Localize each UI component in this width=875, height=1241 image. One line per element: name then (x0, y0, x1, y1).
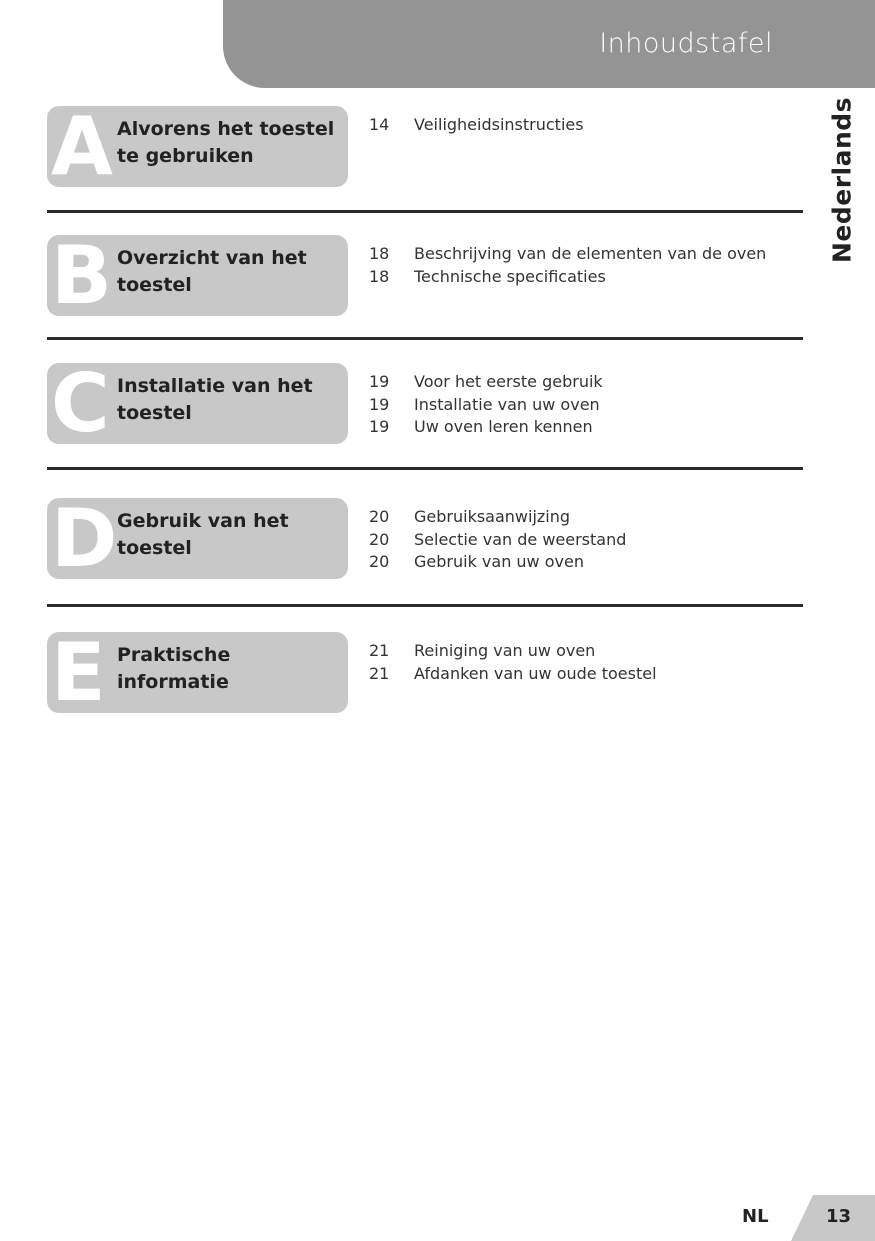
entry-text: Uw oven leren kennen (414, 417, 593, 436)
entry-text: Gebruiksaanwijzing (414, 507, 571, 526)
toc-entry[interactable] (369, 114, 584, 137)
toc-entry[interactable] (369, 394, 603, 417)
page-title: Inhoudstafel (599, 28, 773, 59)
toc-entry[interactable] (369, 506, 626, 529)
section-entries (369, 506, 626, 574)
entry-text: Voor het eerste gebruik (414, 372, 603, 391)
section-entries (369, 114, 584, 137)
entry-page: 18 (369, 266, 390, 286)
entry-page: 19 (369, 372, 390, 391)
section-divider (47, 467, 803, 470)
entry-page: 21 (369, 641, 390, 660)
entry-text: Gebruik van uw oven (414, 552, 584, 571)
toc-entry[interactable] (369, 266, 766, 289)
entry-text: Beschrijving van de elementen van de oven (414, 244, 767, 263)
entry-page: 20 (369, 529, 390, 549)
section-letter: A (51, 106, 113, 187)
toc-entry[interactable] (369, 371, 603, 394)
section-entries (369, 371, 603, 439)
section-box (47, 498, 348, 579)
section-letter: D (51, 498, 118, 579)
section-divider (47, 337, 803, 340)
entry-text: Reiniging van uw oven (414, 641, 596, 660)
entry-text: Installatie van uw oven (414, 394, 600, 414)
language-side-label: Nederlands (827, 96, 857, 264)
section-letter: C (51, 363, 110, 444)
entry-page: 14 (369, 115, 390, 134)
section-letter: B (51, 235, 112, 316)
section-divider (47, 604, 803, 607)
section-box (47, 363, 348, 444)
header-tab (223, 0, 875, 88)
entry-page: 19 (369, 394, 390, 414)
entry-text: Technische specificaties (414, 266, 606, 286)
toc-entry[interactable] (369, 416, 603, 439)
section-letter: E (51, 632, 106, 713)
toc-entry[interactable] (369, 529, 626, 552)
toc-entry[interactable] (369, 663, 657, 686)
section-title: Installatie van het toestel (117, 375, 313, 424)
section-title: Overzicht van het toestel (117, 247, 307, 296)
entry-page: 19 (369, 417, 390, 436)
entry-text: Veiligheidsinstructies (414, 115, 584, 134)
toc-entry[interactable] (369, 551, 626, 574)
entry-text: Afdanken van uw oude toestel (414, 663, 657, 683)
section-title: Praktische informatie (117, 644, 231, 693)
entry-page: 21 (369, 663, 390, 683)
toc-entry[interactable] (369, 640, 657, 663)
section-divider (47, 210, 803, 213)
page-number: 13 (826, 1206, 852, 1227)
footer-language-code: NL (742, 1206, 769, 1227)
section-title: Alvorens het toestel te gebruiken (117, 118, 335, 167)
section-title: Gebruik van het toestel (117, 510, 289, 559)
toc-entry[interactable] (369, 243, 766, 266)
section-box (47, 106, 348, 187)
entry-page: 18 (369, 244, 390, 263)
entry-page: 20 (369, 507, 390, 526)
entry-text: Selectie van de weerstand (414, 529, 627, 549)
section-box (47, 632, 348, 713)
section-entries (369, 243, 766, 288)
entry-page: 20 (369, 552, 390, 571)
section-entries (369, 640, 657, 685)
section-box (47, 235, 348, 316)
